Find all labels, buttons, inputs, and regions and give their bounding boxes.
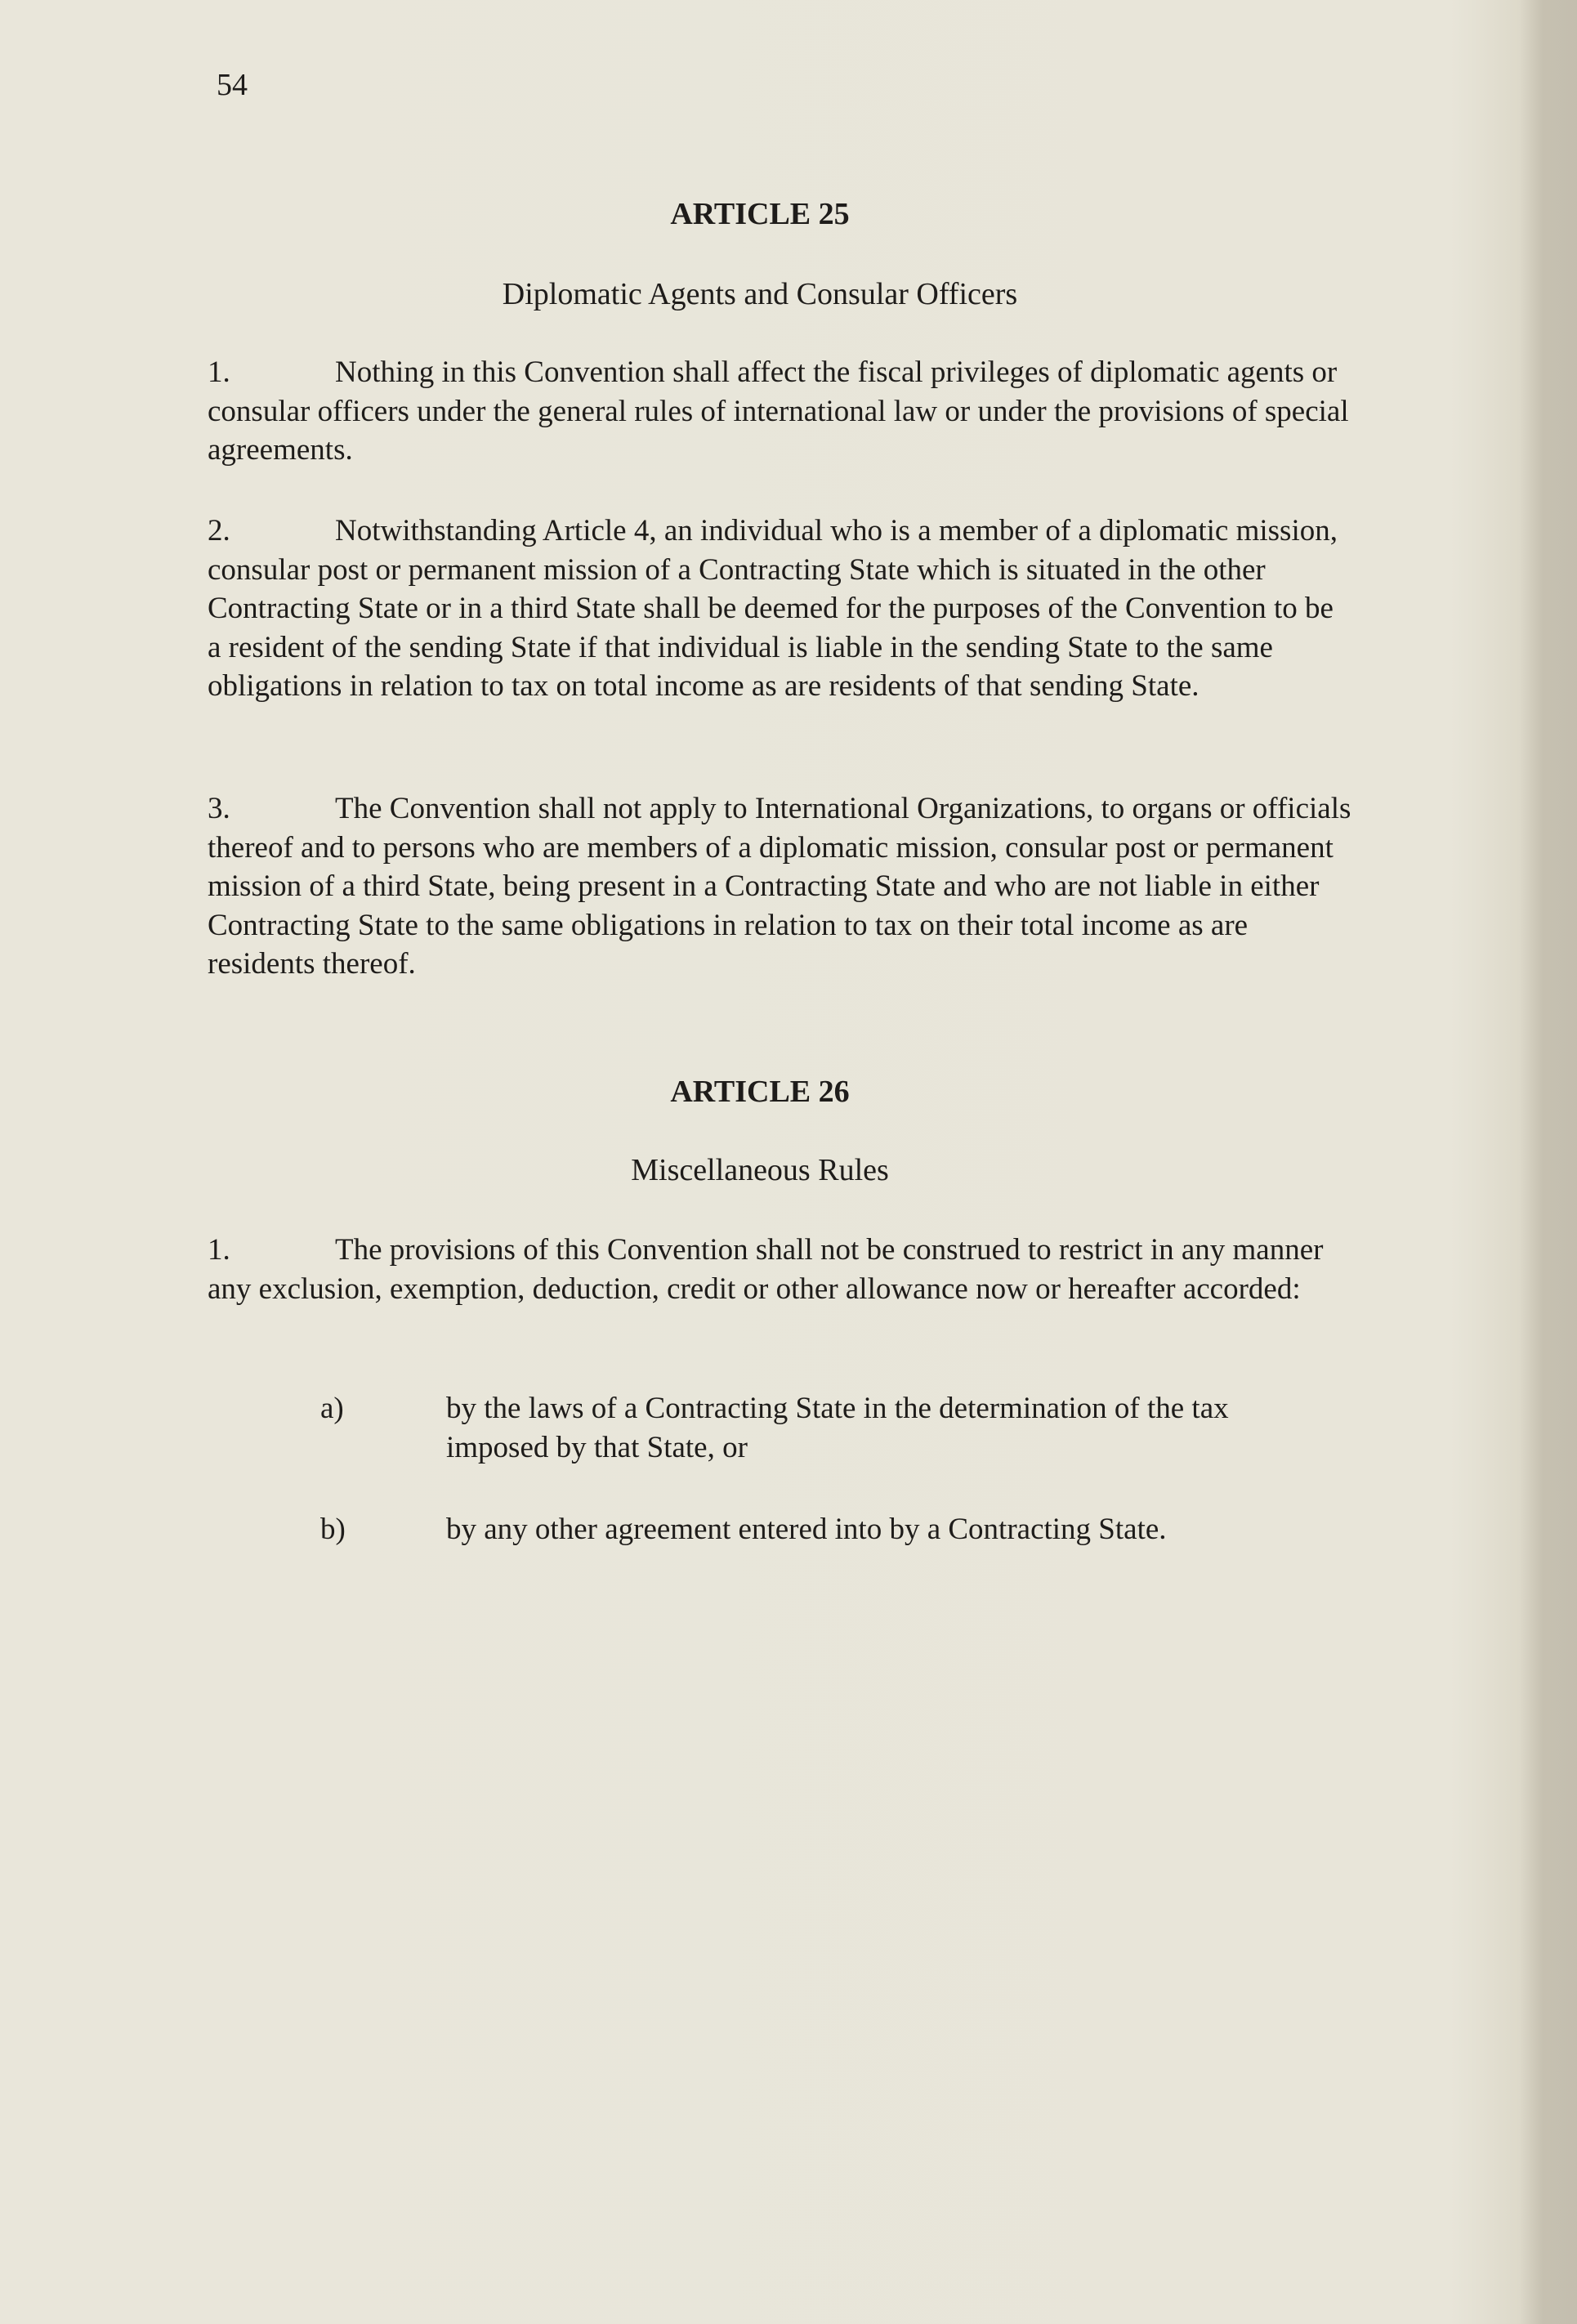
- paragraph-text: The provisions of this Convention shall not be construed to restrict in any manner any exclusion, exemption, deduction, credit or other allowance now or hereafter accorded:: [208, 1233, 1324, 1306]
- paragraph-text: Notwithstanding Article 4, an individual who is a member of a diplomatic mission, consular post or permanent mission of a Contracting State which is situated in the other Contracting State or in a third State shall be deemed for the purposes of the Convention to be a resident of the sending State if that individual is liable in the sending State to the same obligations in relation to tax on total income as are residents of that sending State.: [208, 514, 1338, 703]
- article-25-paragraph-1: [208, 353, 1351, 470]
- article-25-paragraph-3: [208, 789, 1351, 984]
- paragraph-number: 1.: [208, 355, 230, 389]
- paragraph-text: The Convention shall not apply to International Organizations, to organs or officials thereof and to persons who are members of a diplomatic mission, consular post or permanent mission of a third State, being present in a Contracting State and who are not liable in either Contracting State to the same obligations in relation to tax on their total income as are residents thereof.: [208, 792, 1351, 981]
- subitem-letter: b): [320, 1513, 346, 1546]
- subitem-text: by the laws of a Contracting State in the determination of the tax imposed by that State, or: [446, 1392, 1229, 1464]
- paragraph-text: Nothing in this Convention shall affect the fiscal privileges of diplomatic agents or consular officers under the general rules of international law or under the provisions of special agreements.: [208, 355, 1349, 467]
- article-25-heading: ARTICLE 25: [670, 197, 850, 231]
- article-25-title: Diplomatic Agents and Consular Officers: [502, 277, 1018, 311]
- article-26-title: Miscellaneous Rules: [631, 1153, 889, 1187]
- paragraph-number: 1.: [208, 1233, 230, 1267]
- paragraph-number: 2.: [208, 514, 230, 547]
- page-gutter-shadow: [1520, 0, 1577, 2324]
- paragraph-number: 3.: [208, 792, 230, 825]
- article-26-paragraph-1: [208, 1231, 1351, 1308]
- page-number: 54: [217, 68, 248, 102]
- subitem-letter: a): [320, 1392, 344, 1425]
- subitem-text: by any other agreement entered into by a Contracting State.: [446, 1513, 1167, 1546]
- article-25-paragraph-2: [208, 512, 1351, 706]
- article-26-heading: ARTICLE 26: [670, 1075, 850, 1109]
